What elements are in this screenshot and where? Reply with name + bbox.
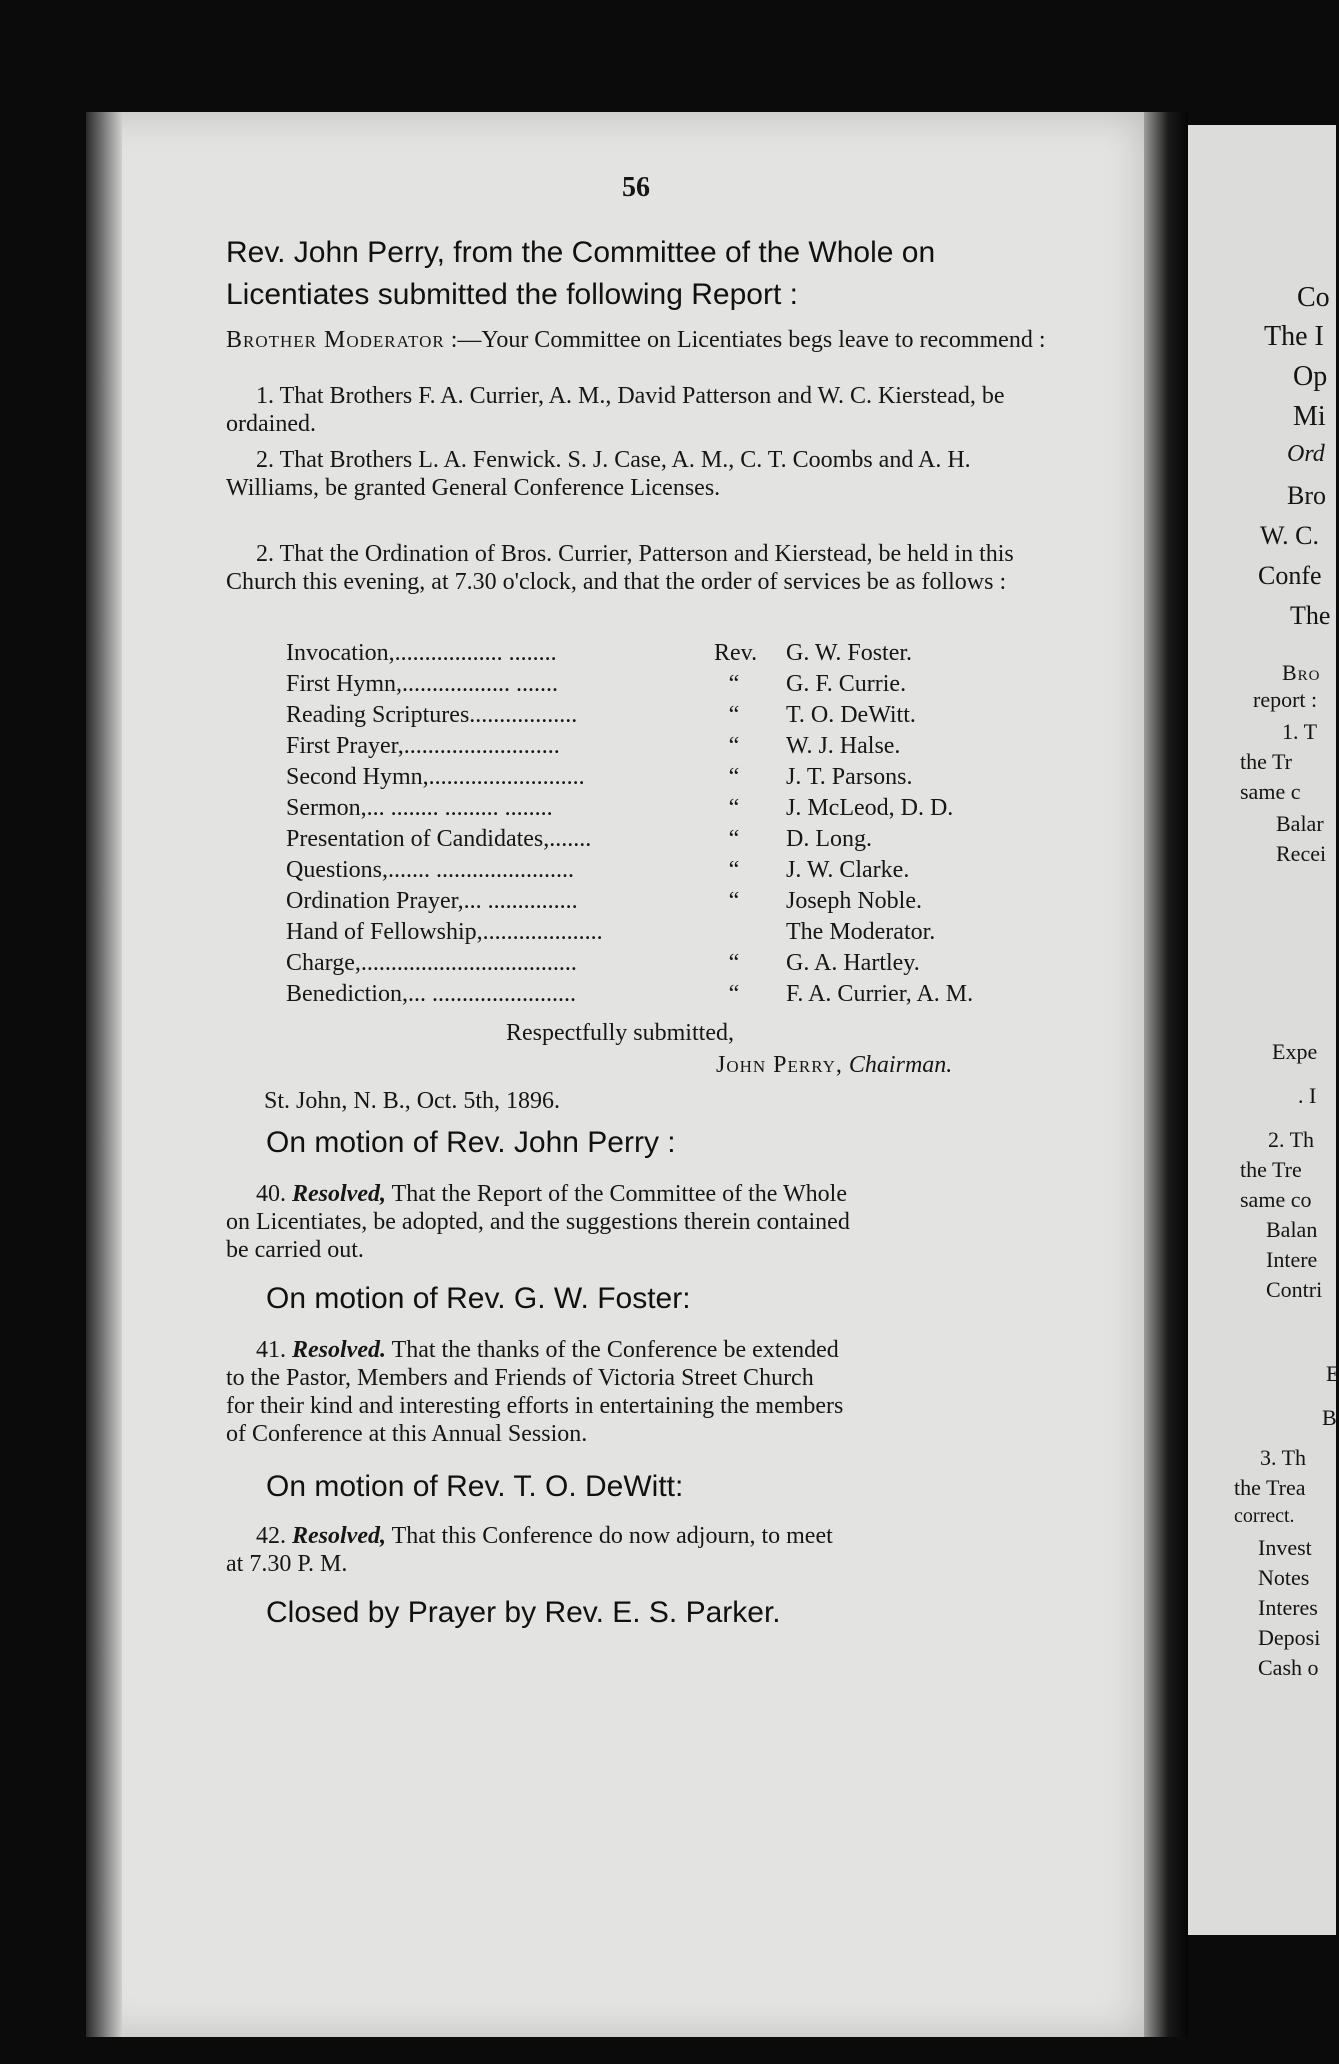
resolution-text: That the Report of the Committee of the Whole [391, 1181, 847, 1207]
signer-name: John Perry, [716, 1052, 843, 1078]
service-person: J. T. Parsons. [786, 764, 913, 790]
service-mark: “ [728, 764, 740, 790]
recommendation-2: 2. That Brothers L. A. Fenwick. S. J. Case, A. M., C. T. Coombs and A. H. Williams, be granted General Conference Licenses. [226, 447, 971, 501]
facing-line: Balar [1276, 811, 1324, 836]
service-role: Second Hymn,.......................... [286, 764, 585, 790]
service-person: J. McLeod, D. D. [786, 795, 954, 821]
service-person: F. A. Currier, A. M. [786, 981, 974, 1007]
service-role: Questions,....... ....................... [286, 857, 574, 883]
book-gutter [1144, 112, 1188, 2037]
resolution-text: That this Conference do now adjourn, to meet [391, 1523, 833, 1549]
facing-line: Bro [1282, 660, 1321, 685]
service-role: Ordination Prayer,... ............... [286, 888, 578, 914]
facing-line: Mi [1293, 401, 1326, 432]
service-role: Reading Scriptures.................. [286, 702, 578, 728]
resolution-line: for their kind and interesting efforts in entertaining the members [226, 1393, 844, 1419]
service-person: W. J. Halse. [786, 733, 901, 759]
service-mark: “ [728, 671, 740, 697]
facing-line: Contri [1266, 1277, 1323, 1302]
service-row [286, 671, 1006, 703]
facing-line: Co [1297, 282, 1330, 313]
resolution-line: on Licentiates, be adopted, and the suggestions therein contained [226, 1209, 850, 1235]
facing-line: W. C. [1260, 521, 1319, 550]
service-row [286, 857, 1006, 889]
motion-heading: On motion of Rev. T. O. DeWitt: [266, 1470, 684, 1503]
facing-line: E [1326, 1361, 1339, 1386]
resolution-line: at 7.30 P. M. [226, 1551, 348, 1577]
service-row [286, 640, 1006, 672]
facing-line: Expe [1272, 1039, 1318, 1064]
service-person: D. Long. [786, 826, 872, 852]
recommendation-1: 1. That Brothers F. A. Currier, A. M., David Patterson and W. C. Kierstead, be ordained. [226, 383, 1005, 437]
facing-line: Op [1293, 361, 1328, 392]
resolved-label: Resolved. [292, 1337, 386, 1363]
facing-line: Balan [1266, 1217, 1318, 1242]
facing-line: Cash o [1258, 1655, 1319, 1680]
service-role: Sermon,... ........ ......... ........ [286, 795, 553, 821]
facing-line: 3. Th [1260, 1445, 1307, 1470]
resolution-text: That the thanks of the Conference be extended [391, 1337, 839, 1363]
service-role: Charge,.................................... [286, 950, 577, 976]
service-person: J. W. Clarke. [786, 857, 910, 883]
right-page [1188, 125, 1339, 1935]
resolution-40 [226, 1180, 1056, 1264]
service-row [286, 981, 1006, 1013]
facing-line: Recei [1276, 841, 1327, 866]
service-person: G. F. Currie. [786, 671, 907, 697]
facing-line: the Tre [1240, 1157, 1302, 1182]
resolution-line: to the Pastor, Members and Friends of Victoria Street Church [226, 1365, 814, 1391]
service-row [286, 919, 1006, 951]
place-date: St. John, N. B., Oct. 5th, 1896. [264, 1088, 561, 1114]
service-role: Hand of Fellowship,.................... [286, 919, 603, 945]
service-person: The Moderator. [786, 919, 936, 945]
service-mark: “ [728, 702, 740, 728]
service-row [286, 795, 1006, 827]
service-role: Invocation,.................. ........ [286, 640, 557, 666]
service-person: Joseph Noble. [786, 888, 922, 914]
service-mark: “ [728, 888, 740, 914]
facing-line: Invest [1258, 1535, 1312, 1560]
service-role: Benediction,... ........................ [286, 981, 576, 1007]
facing-line: 1. T [1282, 719, 1318, 744]
facing-line: Interes [1258, 1595, 1318, 1620]
facing-line: same c [1240, 779, 1301, 804]
facing-line: The I [1264, 321, 1324, 352]
facing-line: Intere [1266, 1247, 1318, 1272]
service-role: First Prayer,.......................... [286, 733, 560, 759]
report-opening [226, 326, 1056, 354]
service-row [286, 950, 1006, 982]
facing-line: Deposi [1258, 1625, 1321, 1650]
facing-line: the Trea [1234, 1475, 1306, 1500]
facing-line: correct. [1234, 1505, 1295, 1527]
motion-heading: On motion of Rev. John Perry : [266, 1126, 676, 1159]
facing-line: Ord [1287, 441, 1325, 467]
facing-line: Bro [1287, 481, 1326, 510]
service-row [286, 702, 1006, 734]
facing-line: report : [1253, 687, 1318, 712]
page-number: 56 [622, 172, 650, 203]
salutation: Brother Moderator [226, 327, 445, 353]
service-role: First Hymn,.................. ....... [286, 671, 559, 697]
service-person: T. O. DeWitt. [786, 702, 916, 728]
closing-prayer-line: Closed by Prayer by Rev. E. S. Parker. [266, 1596, 781, 1629]
resolution-41 [226, 1336, 1056, 1448]
signer-title: Chairman. [848, 1052, 953, 1078]
facing-line: Confe [1258, 561, 1322, 590]
facing-line: same co [1240, 1187, 1312, 1212]
service-row [286, 733, 1006, 765]
service-mark: “ [728, 733, 740, 759]
service-role: Presentation of Candidates,....... [286, 826, 592, 852]
service-mark: Rev. [714, 640, 758, 666]
resolution-42 [226, 1522, 1056, 1578]
service-mark: “ [728, 795, 740, 821]
opening-text: :—Your Committee on Licentiates begs leave to recommend : [450, 327, 1046, 353]
service-row [286, 826, 1006, 858]
resolution-line [226, 1336, 1056, 1364]
report-intro-heading: Rev. John Perry, from the Committee of the Whole on Licentiates submitted the following Report : [226, 236, 936, 311]
resolution-line: of Conference at this Annual Session. [226, 1421, 588, 1447]
service-mark: “ [728, 981, 740, 1007]
resolved-label: Resolved, [292, 1181, 386, 1207]
facing-line: The [1290, 601, 1331, 630]
facing-line: 2. Th [1268, 1127, 1315, 1152]
facing-line: the Tr [1240, 749, 1292, 774]
resolved-label: Resolved, [292, 1523, 386, 1549]
facing-line: . I [1298, 1083, 1317, 1108]
facing-line: Notes [1258, 1565, 1310, 1590]
service-person: G. W. Foster. [786, 640, 913, 666]
resolution-number: 42. [256, 1523, 286, 1549]
service-mark: “ [728, 826, 740, 852]
facing-line: B [1322, 1405, 1337, 1430]
service-row [286, 764, 1006, 796]
recommendation-3: 2. That the Ordination of Bros. Currier, Patterson and Kierstead, be held in this Church this evening, at 7.30 o'clock, and that the order of services be as follows : [226, 541, 1014, 595]
service-person: G. A. Hartley. [786, 950, 920, 976]
resolution-number: 40. [256, 1181, 286, 1207]
report-signature [716, 1052, 952, 1079]
closing-respectfully: Respectfully submitted, [506, 1020, 734, 1046]
service-mark: “ [728, 950, 740, 976]
service-mark: “ [728, 857, 740, 883]
resolution-line: be carried out. [226, 1237, 364, 1263]
motion-heading: On motion of Rev. G. W. Foster: [266, 1282, 691, 1315]
service-row [286, 888, 1006, 920]
resolution-number: 41. [256, 1337, 286, 1363]
resolution-line [226, 1180, 1056, 1208]
resolution-line [226, 1522, 1056, 1550]
